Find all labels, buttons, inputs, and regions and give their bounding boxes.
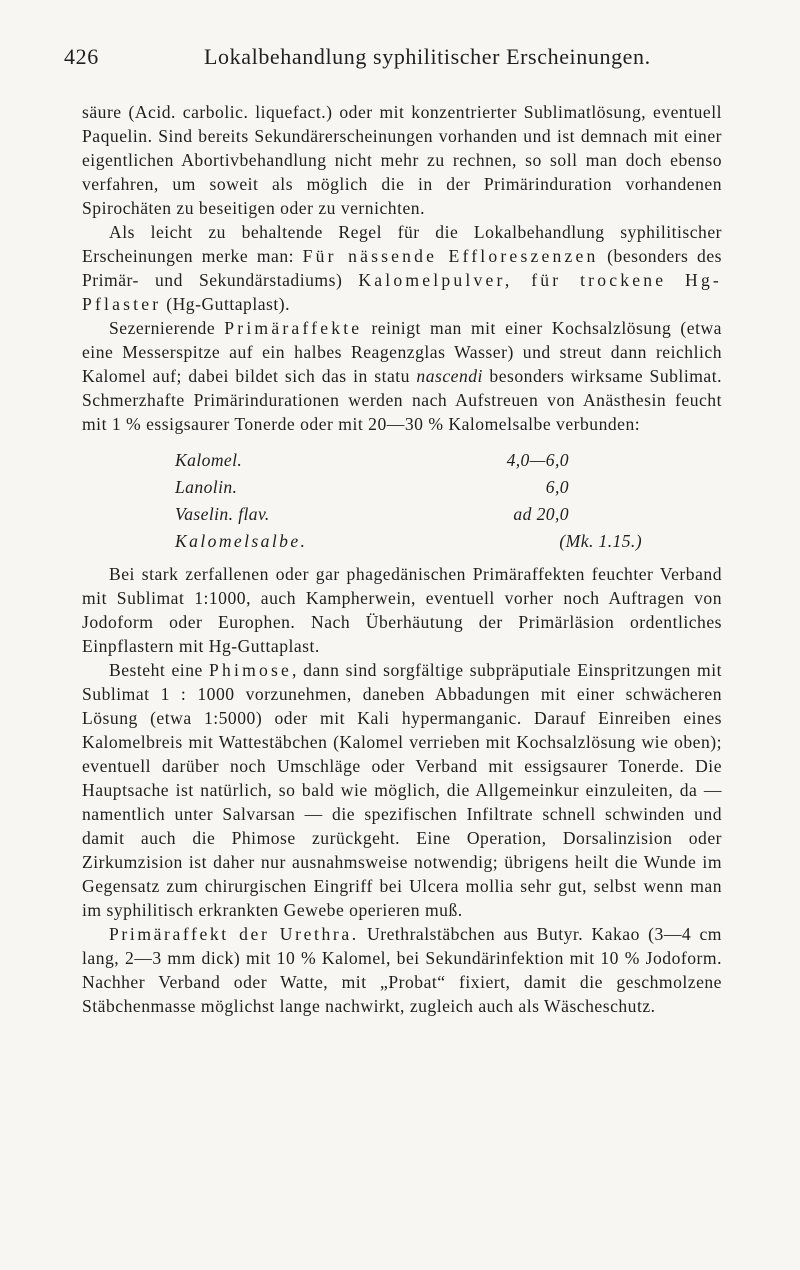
p3-text-1: Sezernierende	[109, 318, 225, 338]
p2-text-2: (besonders des Primär- und Sekundärstadiums)	[82, 246, 722, 290]
p3-text-3: besonders wirksame Sublimat. Schmerzhafte Primärindurationen werden nach Aufstreuen von Anästhesin feucht mit 1 % essigsaurer Tonerde oder mit 20—30 % Kalomelsalbe verbunden:	[82, 366, 722, 434]
p6-spaced-1: Primäraffekt der Urethra.	[109, 924, 359, 944]
page-number: 426	[64, 44, 99, 69]
ingredient-amount: 4,0—6,0	[506, 450, 569, 470]
prescription-row	[82, 502, 722, 526]
running-title: Lokalbehandlung syphilitischer Erscheinungen.	[204, 44, 651, 69]
p3-italic-1: nascendi	[416, 366, 483, 386]
p2-text-3: (Hg-Guttaplast).	[161, 294, 291, 314]
p5-spaced-1: Phimose	[209, 660, 293, 680]
p3-spaced-1: Primäraffekte	[224, 318, 363, 338]
ingredient-name: Vaselin. flav.	[175, 504, 270, 524]
paragraph-2	[82, 220, 722, 316]
paragraph-4: Bei stark zerfallenen oder gar phagedänischen Primäraffekten feuchter Verband mit Sublimat 1:1000, auch Kampherwein, eventuell vorher noch Auftragen von Jodoform oder Europhen. Nach Überhäutung der Primärläsion ordentliches Einpflastern mit Hg-Guttaplast.	[82, 564, 722, 656]
body-text	[82, 100, 722, 1018]
paragraph-1: säure (Acid. carbolic. liquefact.) oder mit konzentrierter Sublimatlösung, eventuell Paquelin. Sind bereits Sekundärerscheinungen vorhanden und ist demnach mit einer eigentlichen Abortivbehandlung nicht mehr zu rechnen, so soll man doch ebenso verfahren, um soweit als möglich die in der Primärinduration vorhandenen Spirochäten zu beseitigen oder zu vernichten.	[82, 102, 722, 218]
prescription-formula	[82, 448, 722, 556]
ingredient-name: Lanolin.	[175, 477, 238, 497]
prescription-title: Kalomelsalbe.	[175, 531, 308, 551]
p2-spaced-2: Kalomelpulver, für trockene Hg-Pflaster	[82, 270, 722, 314]
prescription-row	[82, 448, 722, 472]
paragraph-3	[82, 316, 722, 436]
ingredient-amount: ad 20,0	[513, 504, 569, 524]
p6-text-1: Urethralstäbchen aus Butyr. Kakao (3—4 cm lang, 2—3 mm dick) mit 10 % Kalomel, bei Sekundärinfektion mit 10 % Jodoform. Nachher Verband oder Watte, mit „Probat“ fixiert, damit die geschmolzene Stäbchenmasse möglichst lange nachwirkt, zugleich auch als Wäscheschutz.	[82, 924, 722, 1016]
p2-spaced-1: Für nässende Effloreszenzen	[302, 246, 599, 266]
prescription-title-row	[82, 529, 722, 553]
p3-text-2: reinigt man mit einer Kochsalzlösung (etwa eine Messerspitze auf ein halbes Reagenzglas Wasser) und streut dann reichlich Kalomel auf; dabei bildet sich das in statu	[82, 318, 722, 386]
paragraph-6	[82, 922, 722, 1018]
ingredient-amount: 6,0	[545, 477, 569, 497]
p5-text-2: , dann sind sorgfältige subpräputiale Einspritzungen mit Sublimat 1 : 1000 vorzunehmen, daneben Abbadungen mit einer schwächeren Lösung (etwa 1:5000) oder mit Kali hypermanganic. Darauf Einreiben eines Kalomelbreis mit Wattestäbchen (Kalomel verrieben mit Kochsalzlösung wie oben); eventuell darüber noch Umschläge oder Verband mit essigsaurer Tonerde. Die Hauptsache ist natürlich, so bald wie möglich, die Allgemeinkur einzuleiten, da — namentlich unter Salvarsan — die spezifischen Infiltrate schnell schwinden und damit auch die Phimose zurückgeht. Eine Operation, Dorsalinzision oder Zirkumzision ist daher nur ausnahmsweise notwendig; übrigens heilt die Wunde im Gegensatz zum chirurgischen Eingriff bei Ulcera mollia sehr gut, selbst wenn man im syphilitisch erkrankten Gewebe operieren muß.	[82, 660, 722, 920]
page-header	[64, 40, 734, 74]
prescription-reference: (Mk. 1.15.)	[559, 531, 642, 551]
p5-text-1: Besteht eine	[109, 660, 210, 680]
ingredient-name: Kalomel.	[175, 450, 243, 470]
prescription-row	[82, 475, 722, 499]
p2-text-1: Als leicht zu behaltende Regel für die Lokalbehandlung syphilitischer Erscheinungen merke man:	[82, 222, 722, 266]
paragraph-5	[82, 658, 722, 922]
